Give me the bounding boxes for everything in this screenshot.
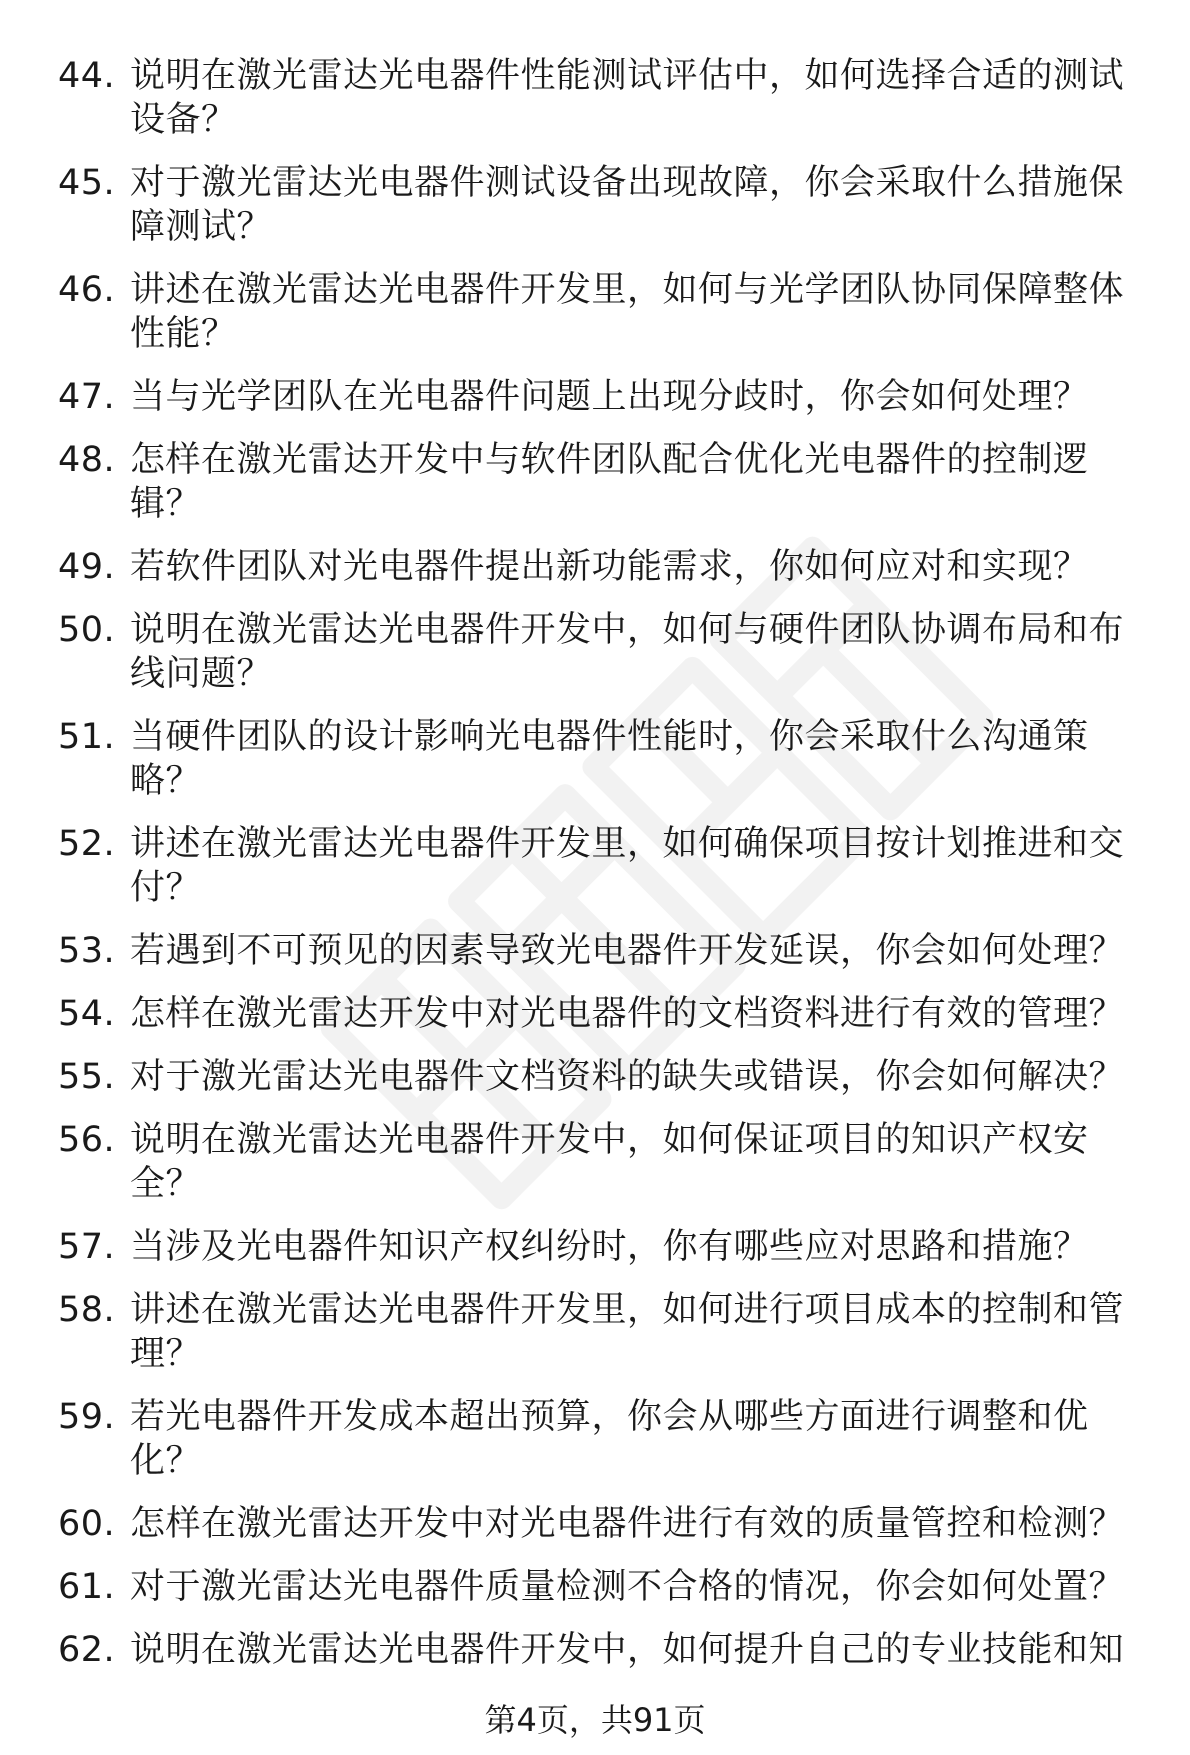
question-text: 怎样在激光雷达开发中与软件团队配合优化光电器件的控制逻辑？ — [130, 440, 1089, 524]
question-number: 62. — [58, 1630, 116, 1670]
question-number: 59. — [58, 1397, 116, 1437]
question-item — [58, 1055, 1148, 1099]
question-item — [58, 992, 1148, 1036]
question-item — [58, 1118, 1148, 1206]
question-text: 对于激光雷达光电器件文档资料的缺失或错误，你会如何解决？ — [130, 1057, 1125, 1097]
question-number: 50. — [58, 610, 116, 650]
question-item — [58, 1225, 1148, 1269]
question-item — [58, 608, 1148, 696]
question-number: 46. — [58, 270, 116, 310]
question-number: 47. — [58, 377, 116, 417]
question-item — [58, 1288, 1148, 1376]
question-number: 48. — [58, 440, 116, 480]
question-item — [58, 545, 1148, 589]
question-item — [58, 54, 1148, 142]
question-item — [58, 929, 1148, 973]
question-text: 对于激光雷达光电器件质量检测不合格的情况，你会如何处置？ — [130, 1567, 1125, 1607]
page-footer: 第4页，共91页 — [484, 1701, 706, 1739]
question-list — [58, 54, 1148, 1691]
question-number: 53. — [58, 931, 116, 971]
question-text: 说明在激光雷达光电器件开发中，如何提升自己的专业技能和知 — [130, 1630, 1125, 1670]
question-number: 52. — [58, 824, 116, 864]
question-text: 当与光学团队在光电器件问题上出现分歧时，你会如何处理？ — [130, 377, 1089, 417]
question-text: 怎样在激光雷达开发中对光电器件进行有效的质量管控和检测？ — [130, 1504, 1125, 1544]
question-item — [58, 715, 1148, 803]
question-text: 说明在激光雷达光电器件性能测试评估中，如何选择合适的测试设备？ — [130, 56, 1125, 140]
question-text: 讲述在激光雷达光电器件开发里，如何进行项目成本的控制和管理？ — [130, 1290, 1125, 1374]
question-number: 49. — [58, 547, 116, 587]
question-number: 54. — [58, 994, 116, 1034]
question-text: 对于激光雷达光电器件测试设备出现故障，你会采取什么措施保障测试？ — [130, 163, 1125, 247]
question-number: 57. — [58, 1227, 116, 1267]
question-number: 58. — [58, 1290, 116, 1330]
question-number: 45. — [58, 163, 116, 203]
question-number: 44. — [58, 56, 116, 96]
question-text: 若遇到不可预见的因素导致光电器件开发延误，你会如何处理？ — [130, 931, 1125, 971]
question-item — [58, 161, 1148, 249]
question-text: 当涉及光电器件知识产权纠纷时，你有哪些应对思路和措施？ — [130, 1227, 1089, 1267]
question-text: 当硬件团队的设计影响光电器件性能时，你会采取什么沟通策略？ — [130, 717, 1089, 801]
question-item — [58, 438, 1148, 526]
question-number: 61. — [58, 1567, 116, 1607]
question-item — [58, 822, 1148, 910]
question-item — [58, 375, 1148, 419]
question-number: 51. — [58, 717, 116, 757]
question-item — [58, 268, 1148, 356]
question-item — [58, 1395, 1148, 1483]
question-text: 若软件团队对光电器件提出新功能需求，你如何应对和实现？ — [130, 547, 1089, 587]
question-number: 56. — [58, 1120, 116, 1160]
question-item — [58, 1565, 1148, 1609]
question-number: 60. — [58, 1504, 116, 1544]
question-text: 讲述在激光雷达光电器件开发里，如何确保项目按计划推进和交付？ — [130, 824, 1125, 908]
question-item — [58, 1628, 1148, 1672]
question-text: 讲述在激光雷达光电器件开发里，如何与光学团队协同保障整体性能？ — [130, 270, 1125, 354]
question-text: 说明在激光雷达光电器件开发中，如何与硬件团队协调布局和布线问题？ — [130, 610, 1125, 694]
question-text: 说明在激光雷达光电器件开发中，如何保证项目的知识产权安全？ — [130, 1120, 1089, 1204]
question-text: 若光电器件开发成本超出预算，你会从哪些方面进行调整和优化？ — [130, 1397, 1089, 1481]
question-item — [58, 1502, 1148, 1546]
question-number: 55. — [58, 1057, 116, 1097]
question-text: 怎样在激光雷达开发中对光电器件的文档资料进行有效的管理？ — [130, 994, 1125, 1034]
